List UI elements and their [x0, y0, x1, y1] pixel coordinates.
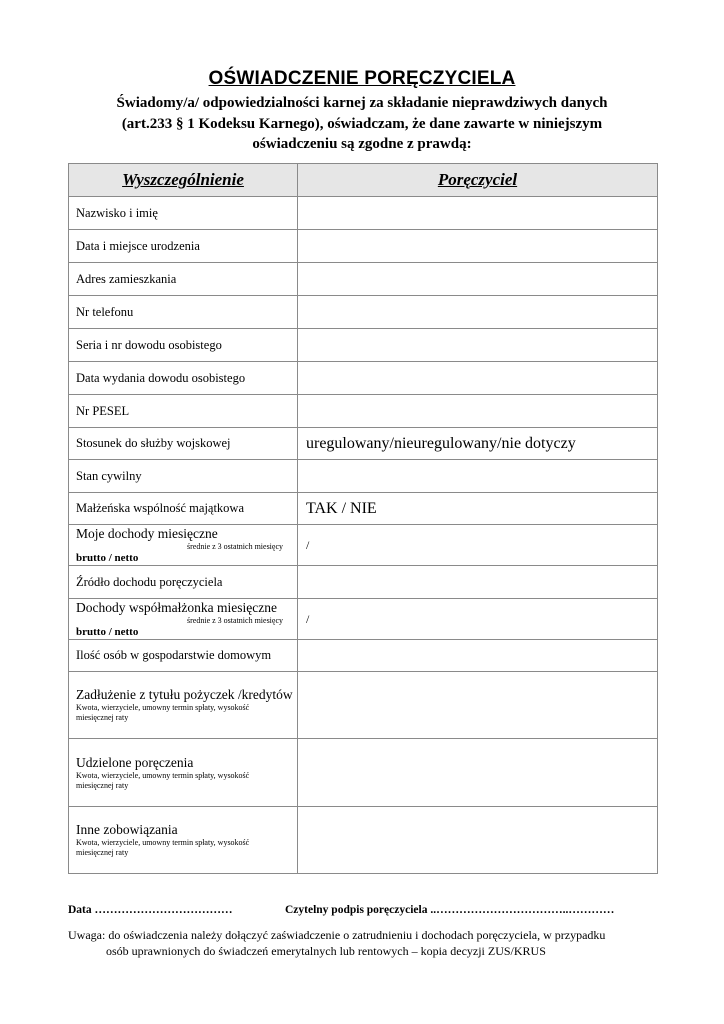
row-label-id-date: Data wydania dowodu osobistego	[69, 362, 298, 395]
row-label-other	[69, 807, 298, 874]
guarantor-table	[68, 163, 658, 874]
table-row	[69, 807, 658, 874]
income-label: Moje dochody miesięczne	[76, 526, 218, 541]
note-line-indented: osób uprawnionych do świadczeń emerytalnych lub rentowych – kopia decyzji ZUS/KRUS	[106, 944, 546, 958]
table-row	[69, 362, 658, 395]
income-note: średnie z 3 ostatnich miesięcy	[187, 542, 283, 551]
document-subtitle	[70, 93, 654, 155]
field-name[interactable]	[298, 197, 658, 230]
row-label-civil: Stan cywilny	[69, 460, 298, 493]
table-row	[69, 428, 658, 460]
field-birth[interactable]	[298, 230, 658, 263]
table-row	[69, 640, 658, 672]
field-loans[interactable]	[298, 672, 658, 739]
row-label-income	[69, 525, 298, 566]
field-id-series[interactable]	[298, 329, 658, 362]
field-civil[interactable]	[298, 460, 658, 493]
table-row	[69, 263, 658, 296]
table-row	[69, 197, 658, 230]
row-label-spouse-income	[69, 599, 298, 640]
row-label-address: Adres zamieszkania	[69, 263, 298, 296]
header-specification: Wyszczególnienie	[69, 164, 298, 197]
table-row	[69, 329, 658, 362]
field-spouse-income[interactable]: /	[298, 599, 658, 640]
subtitle-line: oświadczeniu są zgodne z prawdą:	[252, 136, 472, 152]
table-header-row	[69, 164, 658, 197]
table-row	[69, 296, 658, 329]
row-label-guarantees	[69, 739, 298, 807]
other-label: Inne zobowiązania	[76, 822, 178, 837]
field-pesel[interactable]	[298, 395, 658, 428]
table-row	[69, 672, 658, 739]
table-row	[69, 395, 658, 428]
row-label-pesel: Nr PESEL	[69, 395, 298, 428]
field-income-source[interactable]	[298, 566, 658, 599]
field-military[interactable]: uregulowany/nieuregulowany/nie dotyczy	[298, 428, 658, 460]
guarantees-note-line2: miesięcznej raty	[76, 780, 129, 790]
row-label-loans	[69, 672, 298, 739]
field-guarantees[interactable]	[298, 739, 658, 807]
other-note: Kwota, wierzyciele, umowny termin spłaty, wysokość	[76, 838, 250, 847]
field-other[interactable]	[298, 807, 658, 874]
row-label-id-series: Seria i nr dowodu osobistego	[69, 329, 298, 362]
field-id-date[interactable]	[298, 362, 658, 395]
document-title: OŚWIADCZENIE PORĘCZYCIELA	[208, 68, 516, 89]
income-note-gross-net: brutto / netto	[76, 552, 139, 564]
row-label-military: Stosunek do służby wojskowej	[69, 428, 298, 460]
signature-line[interactable]: Czytelny podpis poręczyciela ..……………………………..…………	[285, 904, 615, 916]
field-household[interactable]	[298, 640, 658, 672]
spouse-income-note-gross-net: brutto / netto	[76, 626, 139, 638]
spouse-income-note: średnie z 3 ostatnich miesięcy	[187, 616, 283, 625]
table-row	[69, 599, 658, 640]
table-row	[69, 739, 658, 807]
row-label-birth: Data i miejsce urodzenia	[69, 230, 298, 263]
signature-footer	[68, 904, 615, 916]
spouse-income-label: Dochody współmałżonka miesięczne	[76, 600, 277, 615]
header-guarantor: Poręczyciel	[298, 164, 658, 197]
row-label-household: Ilość osób w gospodarstwie domowym	[69, 640, 298, 672]
note-line: Uwaga: do oświadczenia należy dołączyć zaświadczenie o zatrudnieniu i dochodach poręczyciela, w przypadku	[68, 928, 606, 942]
table-row	[69, 566, 658, 599]
loans-note: Kwota, wierzyciele, umowny termin spłaty, wysokość	[76, 703, 250, 712]
subtitle-line: (art.233 § 1 Kodeksu Karnego), oświadczam, że dane zawarte w niniejszym	[121, 115, 603, 132]
attachment-note	[68, 927, 668, 959]
date-line[interactable]: Data ………………………………	[68, 904, 233, 916]
table-row	[69, 460, 658, 493]
table-row	[69, 525, 658, 566]
guarantees-label: Udzielone poręczenia	[76, 754, 194, 770]
loans-note-line2: miesięcznej raty	[76, 713, 129, 722]
other-note-line2: miesięcznej raty	[76, 848, 129, 857]
row-label-income-source: Źródło dochodu poręczyciela	[69, 566, 298, 599]
row-label-phone: Nr telefonu	[69, 296, 298, 329]
field-income[interactable]: /	[298, 525, 658, 566]
loans-label: Zadłużenie z tytułu pożyczek /kredytów	[76, 687, 293, 702]
field-phone[interactable]	[298, 296, 658, 329]
table-row	[69, 493, 658, 525]
field-address[interactable]	[298, 263, 658, 296]
row-label-marital-property: Małżeńska wspólność majątkowa	[69, 493, 298, 525]
guarantees-note: Kwota, wierzyciele, umowny termin spłaty, wysokość	[76, 770, 250, 780]
field-marital-property[interactable]: TAK / NIE	[298, 493, 658, 525]
row-label-name: Nazwisko i imię	[69, 197, 298, 230]
table-row	[69, 230, 658, 263]
subtitle-line: Świadomy/a/ odpowiedzialności karnej za składanie nieprawdziwych danych	[116, 95, 608, 111]
